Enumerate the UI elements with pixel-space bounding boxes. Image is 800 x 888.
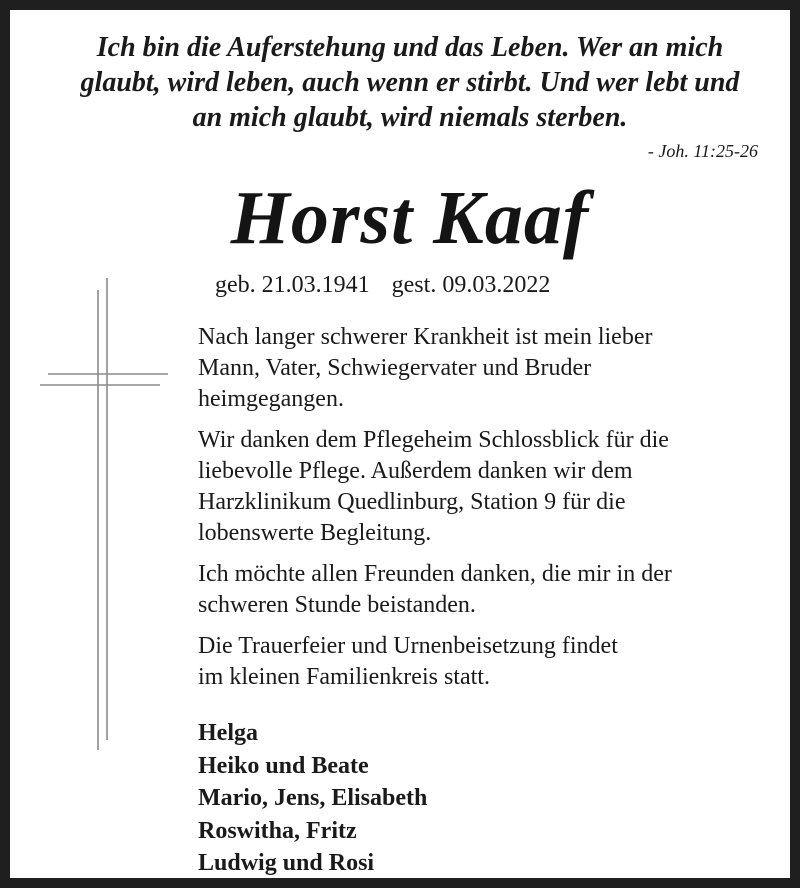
signer-name: Ludwig und Rosi (198, 850, 375, 876)
text-line: lobenswerte Begleitung. (198, 520, 432, 546)
text-line: Die Trauerfeier und Urnenbeisetzung findet (198, 633, 618, 659)
text-line: Ich möchte allen Freunden danken, die mir in der (198, 561, 672, 587)
paragraph (198, 559, 794, 621)
text-line: heimgegangen. (198, 386, 344, 412)
birth-date: geb. 21.03.1941 (215, 272, 370, 298)
text-line: Nach langer schwerer Krankheit ist mein lieber (198, 324, 653, 350)
signer-name: Heiko und Beate (198, 752, 369, 779)
paragraph (198, 322, 794, 415)
verse-line: an mich glaubt, wird niemals sterben. (192, 102, 628, 133)
text-line: liebevolle Pflege. Außerdem danken wir dem (198, 458, 633, 484)
text-line: Wir danken dem Pflegeheim Schlossblick für die (198, 427, 669, 453)
verse-line: glaubt, wird leben, auch wenn er stirbt. Und wer lebt und (80, 67, 740, 98)
verse-source: - Joh. 11:25-26 (647, 141, 758, 161)
death-date: gest. 09.03.2022 (391, 272, 551, 298)
text-line: im kleinen Familienkreis statt. (198, 664, 490, 690)
signer-name: Mario, Jens, Elisabeth (198, 785, 428, 811)
paragraph (198, 425, 794, 549)
text-line: Harzklinikum Quedlinburg, Station 9 für die (198, 489, 626, 515)
bible-verse (24, 30, 796, 135)
signers-list (198, 717, 427, 880)
signer-name: Helga (198, 720, 258, 746)
signer-name: Roswitha, Fritz (198, 817, 357, 844)
text-line: schweren Stunde beistanden. (198, 592, 476, 618)
deceased-name: Horst Kaaf (230, 176, 590, 260)
obituary-text (198, 322, 794, 703)
life-dates (215, 272, 550, 299)
text-line: Mann, Vater, Schwiegervater und Bruder (198, 355, 592, 381)
cross-icon (38, 278, 170, 754)
verse-line: Ich bin die Auferstehung und das Leben. Wer an mich (96, 32, 724, 63)
paragraph (198, 631, 794, 693)
